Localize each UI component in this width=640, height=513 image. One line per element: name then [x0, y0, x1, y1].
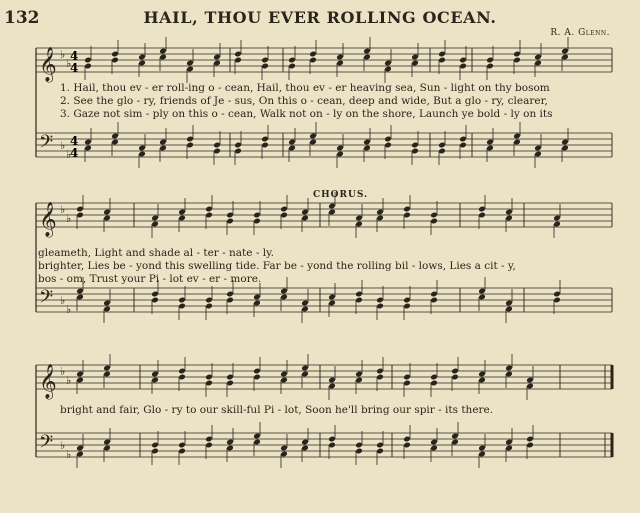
flat-icon: ♭	[60, 365, 66, 378]
composer-credit: R. A. Glenn.	[550, 28, 610, 38]
treble-clef-icon: 𝄞	[39, 202, 57, 237]
flat-icon: ♭	[60, 139, 66, 152]
verse-1-line-1: 1. Hail, thou ev - er roll-ing o - cean, Hail, thou ev - er heaving sea, Sun - light on thy bosom	[60, 82, 550, 94]
flat-icon: ♭	[60, 203, 66, 216]
chorus-lyric-line: bright and fair, Glo - ry to our skill-ful Pi - lot, Soon he'll bring our spir - its there.	[60, 404, 494, 416]
flat-icon: ♭	[66, 448, 72, 461]
treble-clef-icon: 𝄞	[39, 47, 57, 82]
bass-clef-icon: 𝄢	[39, 287, 54, 312]
flat-icon: ♭	[66, 212, 72, 225]
flat-icon: ♭	[66, 148, 72, 161]
time-signature-top-treble: 4	[70, 49, 79, 63]
hymn-title: HAIL, THOU EVER ROLLING OCEAN.	[143, 8, 497, 27]
flat-icon: ♭	[66, 57, 72, 70]
verse-3-line-1: 3. Gaze not sim - ply on this o - cean, Walk not on - ly on the shore, Launch ye bold - ly on its	[60, 108, 553, 120]
bass-clef-icon: 𝄢	[39, 432, 54, 457]
time-signature-bottom-treble: 4	[70, 61, 79, 75]
flat-icon: ♭	[60, 48, 66, 61]
verse-3-line-2: bos - om, Trust your Pi - lot ev - er - more.	[38, 273, 262, 285]
time-signature-bottom-bass: 4	[70, 146, 79, 160]
flat-icon: ♭	[60, 439, 66, 452]
chorus-label: CHORUS.	[313, 190, 369, 200]
bass-clef-icon: 𝄢	[39, 132, 54, 157]
page-number: 132	[4, 8, 40, 28]
flat-icon: ♭	[66, 374, 72, 387]
verse-1-line-2: gleameth, Light and shade al - ter - nate - ly.	[38, 247, 274, 259]
flat-icon: ♭	[60, 294, 66, 307]
treble-clef-icon: 𝄞	[39, 364, 57, 399]
flat-icon: ♭	[66, 303, 72, 316]
verse-2-line-1: 2. See the glo - ry, friends of Je - sus, On this o - cean, deep and wide, But a glo - ry, clearer,	[60, 95, 548, 107]
verse-2-line-2: brighter, Lies be - yond this swelling tide. Far be - yond the rolling bil - lows, Lies a cit - y,	[38, 260, 516, 272]
time-signature-top-bass: 4	[70, 134, 79, 148]
